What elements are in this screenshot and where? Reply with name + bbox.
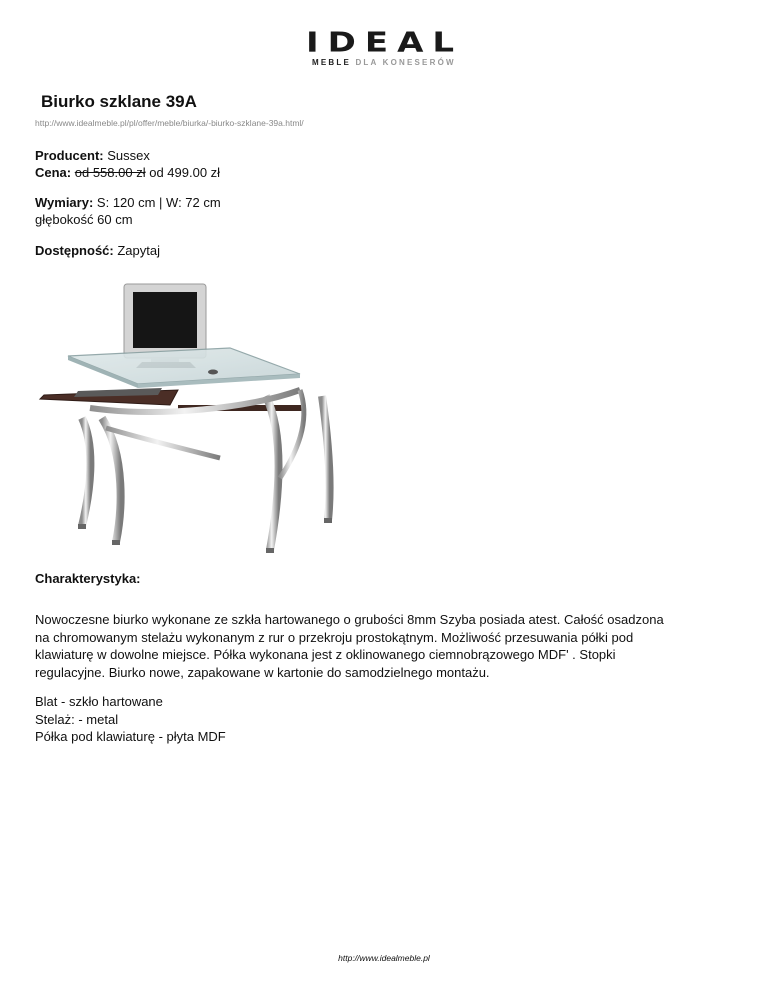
logo-tagline <box>312 58 456 67</box>
depth-row: głębokość 60 cm <box>35 212 133 227</box>
characteristics-heading: Charakterystyka: <box>35 571 141 586</box>
producer-row <box>35 147 150 164</box>
description-line: klawiaturę w dowolne miejsce. Półka wykonana jest z oklinowanego ciemnobrązowego MDF' . Stopki <box>35 647 616 662</box>
logo-wordmark: IDEAL <box>306 25 464 59</box>
dimensions-row <box>35 194 221 211</box>
old-price: od 558.00 zł <box>74 165 146 180</box>
price-label: Cena: <box>35 165 72 180</box>
specs-list <box>35 693 226 746</box>
logo-tagline-light: DLA KONESERÓW <box>355 58 456 67</box>
product-url[interactable]: http://www.idealmeble.pl/pl/offer/meble/biurka/-biurko-szklane-39a.html/ <box>35 118 304 128</box>
spec-item: Półka pod klawiaturę - płyta MDF <box>35 729 226 744</box>
characteristics-description <box>35 611 735 681</box>
spec-item: Blat - szkło hartowane <box>35 694 163 709</box>
spec-item: Stelaż: - metal <box>35 711 119 727</box>
brand-logo <box>306 25 478 70</box>
description-line: regulacyjne. Biurko nowe, zapakowane w kartonie do samodzielnego montażu. <box>35 664 490 680</box>
producer-label: Producent: <box>35 148 104 163</box>
product-title: Biurko szklane 39A <box>41 92 197 111</box>
footer-url[interactable]: http://www.idealmeble.pl <box>338 953 430 963</box>
description-line: Nowoczesne biurko wykonane ze szkła hartowanego o grubości 8mm Szyba posiada atest. Całość osadzona <box>35 612 664 627</box>
description-line: na chromowanym stelażu wykonanym z rur o przekroju prostokątnym. Możliwość przesuwania półki pod <box>35 629 634 645</box>
availability-label: Dostępność: <box>35 243 114 258</box>
availability-row <box>35 242 160 259</box>
dimensions-label: Wymiary: <box>35 195 94 210</box>
availability-value: Zapytaj <box>117 243 160 258</box>
dimensions-value: S: 120 cm | W: 72 cm <box>96 195 221 210</box>
price-row <box>35 164 220 181</box>
new-price: od 499.00 zł <box>149 165 221 180</box>
logo-tagline-bold: MEBLE <box>312 58 351 67</box>
producer-value: Sussex <box>107 148 150 163</box>
product-image <box>30 278 360 556</box>
